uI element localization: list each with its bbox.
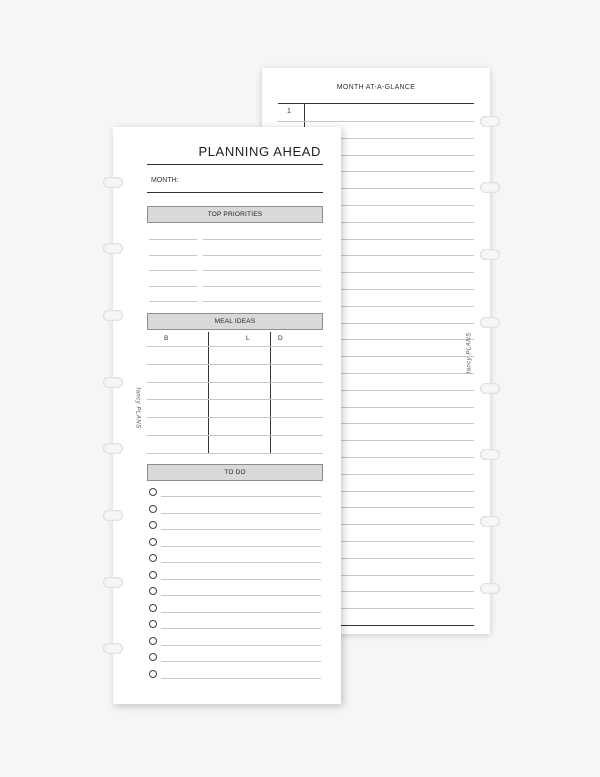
todo-checkbox[interactable] [149, 637, 157, 645]
page-title: PLANNING AHEAD [198, 144, 321, 159]
meal-grid-line[interactable] [147, 364, 323, 365]
disc-notch [480, 182, 500, 193]
todo-line[interactable] [161, 496, 321, 497]
todo-line[interactable] [161, 628, 321, 629]
priority-line[interactable] [149, 301, 197, 302]
todo-checkbox[interactable] [149, 571, 157, 579]
todo-checkbox[interactable] [149, 488, 157, 496]
priority-line[interactable] [203, 301, 321, 302]
priority-line[interactable] [149, 270, 197, 271]
disc-notch [480, 317, 500, 328]
todo-checkbox[interactable] [149, 521, 157, 529]
brand-logo: fancy PLANS [466, 332, 473, 374]
meal-column-dinner: D [278, 335, 283, 342]
meal-grid-line[interactable] [147, 435, 323, 436]
disc-notch [480, 516, 500, 527]
brand-logo: fancy PLANS [134, 387, 141, 429]
todo-checkbox[interactable] [149, 554, 157, 562]
todo-line[interactable] [161, 645, 321, 646]
disc-notch [480, 449, 500, 460]
meal-ideas-header: MEAL IDEAS [147, 313, 323, 330]
meal-grid-line[interactable] [147, 382, 323, 383]
todo-line[interactable] [161, 562, 321, 563]
todo-checkbox[interactable] [149, 587, 157, 595]
meal-grid-line[interactable] [147, 453, 323, 454]
disc-notch [480, 383, 500, 394]
meal-grid-line[interactable] [147, 417, 323, 418]
todo-line[interactable] [161, 529, 321, 530]
priority-line[interactable] [203, 239, 321, 240]
disc-notch [103, 377, 123, 388]
disc-notch [103, 243, 123, 254]
disc-notch [103, 177, 123, 188]
todo-line[interactable] [161, 513, 321, 514]
title-underline [147, 164, 323, 165]
priority-line[interactable] [203, 286, 321, 287]
priority-line[interactable] [149, 286, 197, 287]
meal-grid-line[interactable] [147, 346, 323, 347]
month-field-line[interactable] [147, 192, 323, 193]
top-priorities-header: TOP PRIORITIES [147, 206, 323, 223]
todo-checkbox[interactable] [149, 653, 157, 661]
disc-notch [103, 310, 123, 321]
disc-notch [103, 443, 123, 454]
todo-checkbox[interactable] [149, 620, 157, 628]
todo-checkbox[interactable] [149, 604, 157, 612]
to-do-header: TO DO [147, 464, 323, 481]
todo-checkbox[interactable] [149, 505, 157, 513]
planning-ahead-page [113, 127, 341, 704]
todo-checkbox[interactable] [149, 538, 157, 546]
disc-notch [480, 249, 500, 260]
priority-line[interactable] [149, 255, 197, 256]
disc-notch [480, 583, 500, 594]
title-underline [278, 103, 474, 104]
day-number: 1 [287, 108, 291, 115]
month-field-label: MONTH: [151, 177, 179, 184]
todo-line[interactable] [161, 678, 321, 679]
disc-notch [103, 643, 123, 654]
priority-line[interactable] [203, 255, 321, 256]
day-line[interactable] [278, 121, 474, 122]
disc-notch [103, 577, 123, 588]
priority-line[interactable] [203, 270, 321, 271]
meal-grid-line[interactable] [147, 399, 323, 400]
back-page-title: MONTH AT-A-GLANCE [336, 84, 416, 91]
meal-column-breakfast: B [164, 335, 169, 342]
todo-line[interactable] [161, 661, 321, 662]
todo-line[interactable] [161, 595, 321, 596]
todo-checkbox[interactable] [149, 670, 157, 678]
todo-line[interactable] [161, 579, 321, 580]
disc-notch [103, 510, 123, 521]
meal-column-lunch: L [246, 335, 250, 342]
disc-notch [480, 116, 500, 127]
priority-line[interactable] [149, 239, 197, 240]
todo-line[interactable] [161, 612, 321, 613]
todo-line[interactable] [161, 546, 321, 547]
